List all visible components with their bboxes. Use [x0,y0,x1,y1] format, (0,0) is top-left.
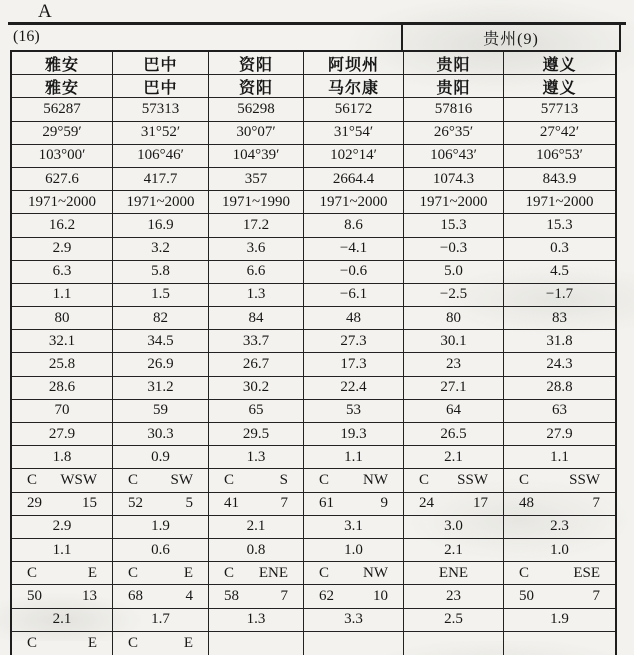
table-cell: 0.9 [113,446,209,469]
table-cell-part: E [183,634,193,651]
table-cell-part: 17 [473,495,488,512]
table-cell: −6.1 [304,284,404,307]
table-cell: 2.3 [504,516,615,539]
table-cell: 27.9 [12,423,113,446]
table-cell: ENE [404,562,504,585]
table-cell: 2.1 [404,446,504,469]
table-cell: 1.0 [504,539,615,562]
table-cell-part: C [319,564,330,581]
table-cell [113,585,209,608]
table-cell: 3.6 [209,238,304,261]
table-cell: 82 [113,307,209,330]
table-cell: 27°42′ [504,122,615,145]
table-cell-part: 50 [27,587,42,604]
table-cell: 2.1 [12,609,113,632]
table-cell: 巴中 [113,75,209,98]
table-cell: 1.8 [12,446,113,469]
table-cell: 雅安 [12,75,113,98]
table-cell-part: C [27,634,38,651]
table-cell: −2.5 [404,284,504,307]
table-cell [12,562,113,585]
table-cell: 15.3 [504,214,615,237]
table-cell: 56298 [209,98,304,121]
table-cell: 1971~2000 [404,191,504,214]
table-cell-part: 9 [380,495,388,512]
table-cell: 巴中 [113,52,209,75]
table-cell-part: C [519,471,530,488]
table-cell-clipped [504,632,615,655]
table-cell: 资阳 [209,52,304,75]
table-cell: 104°39′ [209,145,304,168]
table-cell-part: 50 [519,587,534,604]
table-cell-part: SSW [457,471,488,488]
table-cell: 65 [209,400,304,423]
table-cell: 1.3 [209,609,304,632]
table-cell: 31.2 [113,377,209,400]
table-cell: 57313 [113,98,209,121]
table-cell: 106°53′ [504,145,615,168]
table-cell: 357 [209,168,304,191]
table-cell: 29°59′ [12,122,113,145]
group-label-guizhou: 贵州(9) [483,30,539,48]
table-cell: 25.8 [12,353,113,376]
table-cell: 30.2 [209,377,304,400]
table-cell: 1971~2000 [304,191,404,214]
table-cell-part: C [224,471,235,488]
table-cell-part: NW [363,564,388,581]
table-cell: 1971~2000 [504,191,615,214]
table-cell-part: 5 [185,495,193,512]
table-cell: −0.3 [404,238,504,261]
table-cell: −4.1 [304,238,404,261]
table-cell-part: C [419,471,430,488]
table-cell: −1.7 [504,284,615,307]
table-cell: 贵阳 [404,52,504,75]
table-cell [209,493,304,516]
table-cell: −0.6 [304,261,404,284]
table-cell-part: C [27,471,38,488]
table-cell: 30.3 [113,423,209,446]
table-cell: 2.9 [12,238,113,261]
table-cell [404,493,504,516]
table-cell: 16.2 [12,214,113,237]
table-cell-part: C [519,564,530,581]
table-cell: 0.6 [113,539,209,562]
climate-table [10,52,617,655]
table-cell-part: 48 [519,495,534,512]
table-cell-part: C [128,564,139,581]
table-cell: 阿坝州 [304,52,404,75]
table-cell: 26.9 [113,353,209,376]
table-cell-part: WSW [60,471,97,488]
table-cell: 1.9 [113,516,209,539]
table-cell: 106°43′ [404,145,504,168]
table-cell-part: ENE [258,564,288,581]
table-cell: 17.3 [304,353,404,376]
table-cell: 1971~1990 [209,191,304,214]
table-cell: 843.9 [504,168,615,191]
table-cell-part: C [319,471,330,488]
table-cell-clipped [113,632,209,655]
table-cell: 17.2 [209,214,304,237]
table-cell: 2.1 [209,516,304,539]
table-cell: 1971~2000 [12,191,113,214]
table-cell: 1.1 [12,284,113,307]
table-cell: 6.3 [12,261,113,284]
table-cell-part: 4 [185,587,193,604]
table-cell: 26.7 [209,353,304,376]
table-cell: 3.1 [304,516,404,539]
table-cell [304,469,404,492]
table-cell [209,585,304,608]
table-cell: 1.3 [209,446,304,469]
table-cell: 1.9 [504,609,615,632]
table-cell [113,562,209,585]
table-cell-part: C [128,634,139,651]
table-cell: 80 [12,307,113,330]
table-cell: 5.8 [113,261,209,284]
table-cell [209,562,304,585]
table-cell-part: 7 [592,495,600,512]
table-cell [209,469,304,492]
table-cell-part: 62 [319,587,334,604]
table-cell: 83 [504,307,615,330]
table-cell: 3.2 [113,238,209,261]
table-cell: 29.5 [209,423,304,446]
table-cell-part: 24 [419,495,434,512]
table-cell [12,493,113,516]
table-cell: 63 [504,400,615,423]
table-cell-part: 15 [82,495,97,512]
table-cell: 遵义 [504,52,615,75]
table-cell-part: 13 [82,587,97,604]
table-cell-part: 58 [224,587,239,604]
table-cell: 3.3 [304,609,404,632]
table-cell: 31°52′ [113,122,209,145]
table-cell-clipped [304,632,404,655]
table-cell-part: E [183,564,193,581]
table-cell: 23 [404,585,504,608]
table-cell: 23 [404,353,504,376]
table-cell: 33.7 [209,330,304,353]
table-cell-clipped [209,632,304,655]
table-cell: 59 [113,400,209,423]
table-cell-part: 61 [319,495,334,512]
table-cell [113,493,209,516]
table-cell: 103°00′ [12,145,113,168]
table-cell: 27.9 [504,423,615,446]
table-cell: 贵阳 [404,75,504,98]
table-cell: 56172 [304,98,404,121]
table-cell: 27.1 [404,377,504,400]
table-cell-clipped [12,632,113,655]
table-cell [12,585,113,608]
table-cell: 16.9 [113,214,209,237]
table-cell: 1.3 [209,284,304,307]
table-cell: 53 [304,400,404,423]
table-cell-part: C [27,564,38,581]
table-cell-part: 41 [224,495,239,512]
table-cell: 627.6 [12,168,113,191]
table-cell: 19.3 [304,423,404,446]
table-cell: 0.3 [504,238,615,261]
table-cell: 417.7 [113,168,209,191]
table-cell: 70 [12,400,113,423]
table-cell: 1.1 [12,539,113,562]
table-cell: 31.8 [504,330,615,353]
table-cell: 1.1 [304,446,404,469]
table-cell: 3.0 [404,516,504,539]
table-cell-part: NW [363,471,388,488]
table-cell [504,493,615,516]
table-cell: 1971~2000 [113,191,209,214]
table-cell-part: 7 [592,587,600,604]
table-cell: 102°14′ [304,145,404,168]
table-cell [404,469,504,492]
table-cell-part: C [224,564,235,581]
table-cell: 48 [304,307,404,330]
table-cell-part: 7 [280,587,288,604]
table-cell: 4.5 [504,261,615,284]
table-cell: 遵义 [504,75,615,98]
table-cell: 资阳 [209,75,304,98]
table-cell-part: 52 [128,495,143,512]
table-cell: 5.0 [404,261,504,284]
table-cell [12,469,113,492]
table-cell: 2.1 [404,539,504,562]
table-cell-part: 29 [27,495,42,512]
table-cell: 0.8 [209,539,304,562]
table-cell: 6.6 [209,261,304,284]
table-cell: 32.1 [12,330,113,353]
table-cell: 24.3 [504,353,615,376]
table-cell [304,585,404,608]
group-label-left: (16) [10,25,403,51]
table-cell: 26°35′ [404,122,504,145]
table-cell: 1.0 [304,539,404,562]
table-cell: 30°07′ [209,122,304,145]
table-cell: 马尔康 [304,75,404,98]
page-label: A [38,1,52,22]
table-cell: 1.1 [504,446,615,469]
table-cell: 57816 [404,98,504,121]
table-cell: 31°54′ [304,122,404,145]
table-cell-part: 7 [280,495,288,512]
table-cell: 2664.4 [304,168,404,191]
table-cell-clipped [404,632,504,655]
group-header-band [10,25,621,53]
table-cell: 27.3 [304,330,404,353]
table-cell: 80 [404,307,504,330]
table-cell-part: E [87,564,97,581]
table-cell: 106°46′ [113,145,209,168]
table-cell [504,469,615,492]
table-cell [113,469,209,492]
table-cell: 1.7 [113,609,209,632]
table-cell-part: 10 [373,587,388,604]
table-cell: 22.4 [304,377,404,400]
table-cell-part: ESE [573,564,600,581]
table-cell: 15.3 [404,214,504,237]
table-cell: 1.5 [113,284,209,307]
table-cell: 2.9 [12,516,113,539]
table-cell: 28.8 [504,377,615,400]
table-cell: 34.5 [113,330,209,353]
table-cell: 84 [209,307,304,330]
table-cell: 28.6 [12,377,113,400]
table-cell [504,562,615,585]
table-cell: 56287 [12,98,113,121]
table-cell: 1074.3 [404,168,504,191]
table-cell-part: E [87,634,97,651]
table-cell: 30.1 [404,330,504,353]
table-cell-part: C [128,471,139,488]
table-cell: 2.5 [404,609,504,632]
table-cell: 26.5 [404,423,504,446]
table-cell-part: SSW [569,471,600,488]
table-cell: 64 [404,400,504,423]
table-cell [504,585,615,608]
table-cell-part: 68 [128,587,143,604]
table-cell-part: S [279,471,288,488]
table-cell [304,562,404,585]
table-cell: 57713 [504,98,615,121]
table-cell [304,493,404,516]
table-cell: 雅安 [12,52,113,75]
table-cell-part: SW [170,471,193,488]
table-cell: 8.6 [304,214,404,237]
